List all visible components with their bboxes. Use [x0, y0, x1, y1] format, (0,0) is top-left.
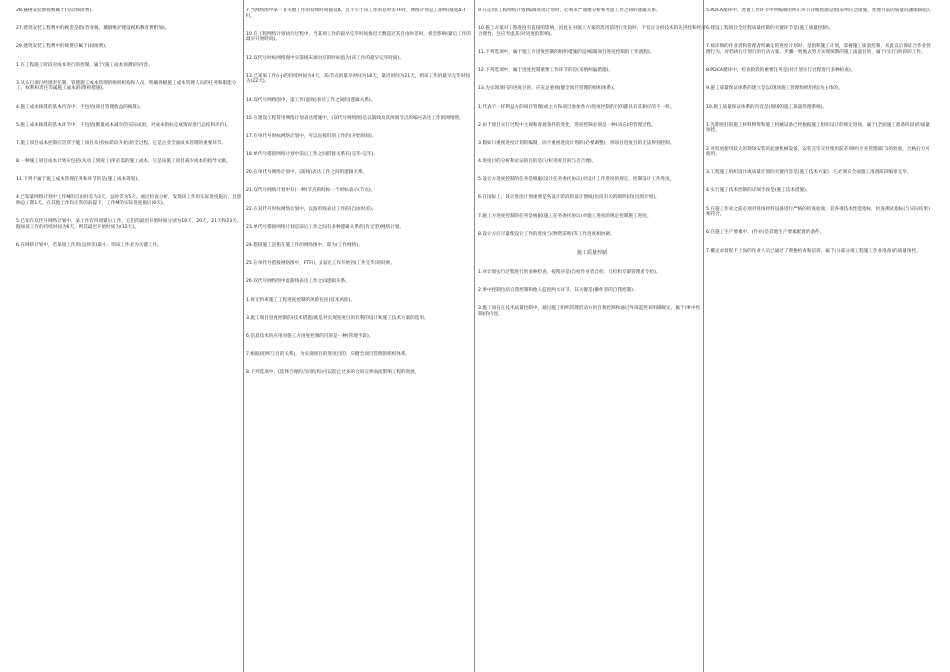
paragraph: 17.在单代号时标网络计划中，可以直接识别工作的(开始时间)。 — [246, 133, 377, 139]
paragraph: 1.在工程施工阶段对成本进行的控制，属于(施工成本预测)的内容。 — [16, 62, 153, 68]
paragraph: 6.在国际上，设计进度计划重要是各设计阶段的设计图纸(包括有关的阐明)的(出图计划)。 — [478, 195, 660, 201]
paragraph: 3.施工项目进度控制的(技术措施)就是对实现进度目的有利的设计和施工技术方案的选用。 — [246, 315, 429, 321]
paragraph: 14.双代号网络图中，虚工作(虚线)表达工作之间的(逻辑关系)。 — [246, 97, 376, 103]
paragraph: 1.对计划实行过程进行的多种检查，按程序是(自检作业者自检、互检和专职管理者专检)。 — [478, 270, 661, 276]
paragraph: 10.在工程网络计划执行过程中，当某项工作的最早完毕时间推迟天数超过其自由时差时，将会影响(紧后工作的最早开始时间)。 — [246, 31, 472, 43]
paragraph: 7.根据(组织与目的关系)，为实现项目的进度目的，应健全项目管理的组织体系。 — [246, 352, 411, 358]
text-column-4 — [706, 8, 934, 663]
paragraph: 7.按详细的作业者和管理者所确定的进度计划时、是指和施工计划，掌握施工质量控制，从此以后保证合作业管理行为，对档执行计划行的行动方案，步骤一致地去努力实现预期的施工质量目的，属于(实行)阶段的工作。 — [706, 44, 931, 55]
text-column-3 — [478, 8, 706, 663]
paragraph: 9.施工质量保证体系的建立是以(现场施工管理组织机构)为主体的。 — [706, 86, 843, 92]
paragraph: 28.悬挑安装承扬整属于(劳动保险费)。 — [16, 8, 96, 13]
paragraph: 8.一种施工项目成本计划应包括(从动工到竣工)所必需的施工成本，它是该施工项目减少成本的指导文献。 — [16, 159, 231, 165]
paragraph: 2.由于项目实行过程中主观和客观条件的变化，进度控制必须是一种(动态)的管理过程。 — [478, 122, 656, 128]
paragraph: 5.在施工作业之前必须对进场材料设备进行严格的检查验收，其各项技术性能指标，检查测试指标(与实际结果)相符合。 — [706, 206, 930, 218]
paragraph: 11.下列不属于施工成本管理任务和环节的是(施工成本筹划)。 — [16, 177, 142, 183]
paragraph: 3.工程施工组织设计或质量计划的关键内容是(施工技术方案)，它必须在全面施工准备阶段编审完毕。 — [706, 170, 912, 176]
paragraph: 5.已知在双代号网络计划中，某工作有四项紧后工作，它们的最迟开始时间分别为18天，20天、21天和23天。假如该工作的持续时间为6天，则其最迟开始时间为(12天)。 — [16, 219, 242, 230]
paragraph: 8.下列选项中，(选择合理的合同结构)可以防止过多的合同交界面而影响工程的进展。 — [246, 370, 420, 376]
paragraph: 6.在网络计划中，若某项工作的(总时差)最小，则该工作必为关键工作。 — [16, 243, 162, 249]
paragraph: 27.建筑安装工程费中的税金是指(营业税、城镇维护建设税和教育费附加)。 — [16, 26, 170, 32]
paragraph: 9.在运用(工程网络计划)编制进度计划时，必须采严谨地分析和考虑工作之间的逻辑关系。 — [478, 8, 661, 13]
text-column-2 — [246, 8, 474, 663]
paragraph: 7.当网络图中某一非关键工作的持续时间拖延Δ，且不小于该工作的总时差TF时，网络计划总工期将(拖延Δ-TF)。 — [246, 8, 466, 19]
paragraph: 12.双代号时标网络图中实箭线末端对应的时标值为(该工作的最早完毕时间)。 — [246, 55, 404, 61]
paragraph: 4.实行施工技术控制的详细手段是(施工技术措施)。 — [706, 188, 811, 194]
paragraph: 1.将无约束施工工程进度控制的风险包括(技术风险)。 — [246, 297, 356, 303]
paragraph: 4.已知某网络计划中工作M的自由时差为3天，总时差为5天。通过检查分析，发现该工作的实际进度拖后，且影响总工期1天。在其他工作均正常的前提下，工作M的实际进度拖后(6天)。 — [16, 195, 242, 207]
paragraph: 5.PDCA循环中，处置工作环节中所编制的纠正环节详细措施是指(采纳应急措施，处理目前的质量问题或缺陷)。 — [706, 8, 934, 13]
paragraph: 29.建筑安装工程费中的规费应属于(间接费)。 — [16, 44, 110, 50]
paragraph: 5.施工成本核算的基本环节中，不包括(衡量成本减少的实际成果，对成本指标完成情况进行总结和评价)。 — [16, 122, 231, 128]
paragraph: 6.在施工生产要素中，(作业)是其他生产要素配置的条件。 — [706, 230, 825, 236]
paragraph: 13.已知某工作(i-j)的持续时间为4天，其i节点的最早时间为18天，最迟时间为21天，则该工作的最早完毕时间为(22天)。 — [246, 73, 470, 85]
paragraph: 26.双代号网络图中虚箭线表达工作之间逻辑关系。 — [246, 279, 350, 285]
paragraph: 25.在单代号搭接网络图中，FTF(i，j)表达工作开始到(工作完毕)的时距。 — [246, 261, 396, 267]
paragraph: 10.施工质量保证体系的内容是(现场的施工质量管理系统)。 — [706, 104, 828, 110]
paragraph: 3.假如只重视进度计划的编制，而不重视进度计划的(必要调整)，则项目进度目的无法得到控制。 — [478, 140, 675, 146]
paragraph: 3.从实行项目经理责任制，管理施工成本管理的组织机构和人员，明确各级施工成本管理人员的任务和职能分工，权利和责任等属施工成本的(组织措施)。 — [16, 80, 237, 92]
paragraph: 3.施工项目在技术质量控制中，通过施工组织管理活动方的自我控制和通过外部监控来明确规定，属于(事中控制)的内容。 — [478, 306, 701, 317]
paragraph: 12.下列选项中，属于进度控制重要工作环节的是(采纳纠偏措施)。 — [478, 68, 613, 74]
paragraph: 7.施工方进度控制的任务是根据(施工任务委托协议)对施工进度的规定控制施工进度。 — [478, 213, 652, 219]
paragraph: 24.搭接施工是指在施工作的网络图中，即为(工作网络)。 — [246, 243, 363, 249]
paragraph: 18.单代号搭接网络计划中前后工作之间搭接关系有(完毕-完毕)。 — [246, 152, 378, 158]
paragraph: 2.事中控制包括自我控制和他人监控两大环节，其关键是(操作者的自我控制)。 — [478, 288, 638, 294]
text-column-1 — [16, 8, 244, 663]
paragraph: 4.进度目的分析和论证的目的是(分析进度目的与否合理)。 — [478, 159, 597, 165]
paragraph: 6.信息技术的应用对施工方进度控制的目的是一种(管理手段)。 — [246, 333, 374, 339]
paragraph: 11.下列选项中，属于施工方进度控制的组织措施的是(编制项目进度控制的工作流程)。 — [478, 49, 655, 55]
paragraph: 5.设计方进度控制的任务是根据(设计任务委托协议)对设计工作进度的规定，控制设计工作进度。 — [478, 177, 675, 183]
paragraph: 6.建设工程项目全过程质量控制的关键环节是(施工质量控制)。 — [706, 26, 834, 32]
paragraph: 8.PDCA循环中，检查阶段的重要任务是(对计划实行过程进行多种检查)。 — [706, 68, 856, 74]
paragraph: 1.先期进驻的施工材料物资和施工机械设备已经根据施工组织设计的规定进场，属于(全面施工准备阶段)的质量预控。 — [706, 122, 930, 134]
paragraph: 2.对投放使用较大的现场安装的起重机械设备，安装完毕交付使用前必须经(专业管理部门)的验收，合格后方可使用。 — [706, 146, 930, 158]
paragraph: 7.施工项目成本控制应贯穿于施工项目从(投标阶段开始)的全过程，它是企业全面成本管理的重要环节。 — [16, 140, 227, 146]
paragraph: 7.概定求督促不上岗的作业人员已通过了资格检查和培训，属于(分部分项工程施工作业准备)的质量预控。 — [706, 248, 921, 254]
paragraph: 23.单代号搭接网络计划是前后工作之间有多种逻辑关系的(肯定型)网络计划。 — [246, 224, 404, 230]
paragraph: 10.施工方案对工程进度有直接的影响，因此在对施工方案的选用前进行比较时，不仅应分析技术的先进性和经济合理性，还应考虑其(对进度的影响)。 — [478, 26, 706, 37]
column-divider — [474, 0, 475, 672]
section-heading: 施工质量控制 — [576, 250, 607, 257]
paragraph: 22.在双代号时标网络计划中，以波形线表达工作的(自由时差)。 — [246, 206, 377, 212]
paragraph: 8.设计方应尽量使设计工作的进度与(物资采购)等工作进度相协调。 — [478, 231, 615, 237]
paragraph: 13.为实现项目的进度目的，应充足重视(健全项目管理的组织体系)。 — [478, 86, 618, 92]
paragraph: 4.施工成本核算的基本内容中，不包括(项目管理收益的核算)。 — [16, 104, 144, 110]
paragraph: 21.双代号网络计划中有(一种)节点的时标一个时标表示(节点)。 — [246, 188, 376, 194]
paragraph: 20.在单代号网络计划中，(箭线)表达工作之间的逻辑关系。 — [246, 170, 368, 176]
paragraph: 15.在建设工程常用网络计划表达措施中，(双代号网络图)是以箭线及其两端节点的编号表达工作的网络图。 — [246, 115, 464, 121]
paragraph: 1.代表不一样利益方的项目管理(或主方和项目参加各方)进度控制的目的都具有其相应的不一样。 — [478, 104, 675, 110]
